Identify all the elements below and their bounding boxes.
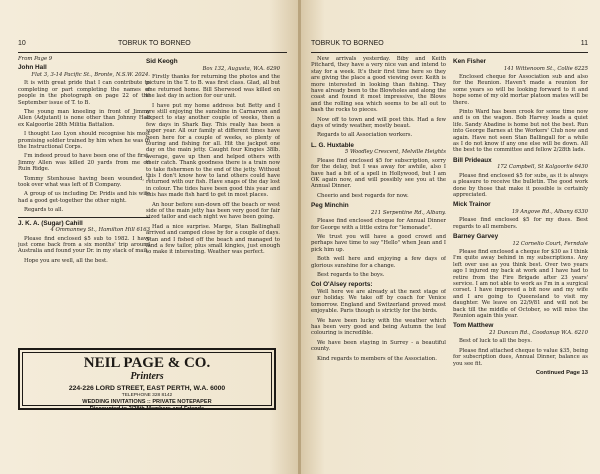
paragraph: I'm indeed proud to have been one of the first. Jimmy Allen was killed 20 yards from me on Ruin Ridge. [18, 153, 150, 173]
paragraph: Now off to town and will post this. Had a few days of windy weather, mostly beaut. [311, 116, 446, 130]
author-name: Barney Garvey [453, 233, 499, 241]
paragraph: Cheerio and best regards for now. [317, 192, 409, 199]
paragraph: Well here we are already at the next stage of our holiday. We take off by coach for Venice tomorrow. England and Switzerland proved most enjoyable. Paris though is strictly for the birds. [311, 288, 446, 315]
paragraph: Pinto Ward has been crook for some time now and is on the wagon. Bob Harvey leads a quiet life. Sandy Abadine is home but not the best. Run into George Barnes at the Workers' Club now and again. Have not seen Stan Ballingall for a while as I do not know if any one else will be down. All the best to the committee and fellow 2/28th lads. [453, 108, 588, 154]
author-name: Col O'Alsey reports: [311, 281, 373, 289]
author-address: 4 Ommanney St., Hamilton Hill 6163 [50, 227, 150, 234]
paragraph: It is with great pride that I can contribute to completing or part completing the names of people in the photograph on page 22 of the September issue of T. to B. [18, 80, 150, 106]
author-name: Ken Fisher [453, 58, 487, 65]
author-address: 5 Woodley Crescent, Melville Heights [344, 149, 446, 156]
author-address: 12 Cornelio Court, Ferndale [512, 240, 588, 247]
advertiser-discount: Discounted to 2/28th Members and Friends [89, 406, 205, 412]
author-address: 21 Duncan Rd., Coodanup W.A. 6210 [489, 329, 588, 336]
left-column-1 [18, 56, 150, 267]
author-address: 172 Campbell, St Kalgoorlie 6430 [497, 164, 588, 171]
paragraph: We trust you will have a good crowd and perhaps have time to say "Hello" when Jean and I pick him up. [311, 233, 446, 253]
author-address: 19 Angove Rd., Albany 6330 [511, 208, 588, 215]
paragraph: Firstly thanks for returning the photos and the picture in the T. to B. was first class. Glad, all but one returned home. Bill Sherwood was killed on the last day in action for our unit. [146, 73, 280, 100]
continued-note: Continued Page 13 [535, 369, 588, 376]
paragraph: Please find enclosed $5 for my dues. Best regards to all members. [453, 217, 588, 230]
right-column-2 [453, 56, 588, 468]
right-running-header [311, 40, 588, 53]
paragraph: Best of luck to all the boys. [459, 338, 532, 345]
advertisement-frame [22, 352, 272, 412]
paragraph: Please find enclosed $5 sub to 1982. I have just come back from a six months' trip around Australia and found your Dr. in my stack of mail. [18, 235, 150, 255]
advertiser-trade: Printers [130, 371, 164, 382]
author-address: 141 Wittenoom St., Collie 6225 [503, 65, 588, 72]
paragraph: A group of us including Dr. Pridis and his wife had a good get-together the other night. [18, 191, 150, 204]
continued-from: From Page 9 [18, 56, 150, 62]
left-page [0, 0, 299, 474]
paragraph: Please find enclosed $5 for subs, as it is always a pleasure to receive the bulletin. The good work done by those that make it possible is certainly appreciated. [453, 172, 588, 198]
paragraph: Enclosed cheque for Association sub and also for the Reunion. Haven't made a reunion for some years so will be looking forward to it and hope some of my old mortar platoon mates will be there. [453, 73, 588, 106]
author-name: John Hall [18, 64, 47, 72]
paragraph: Please find enclosed $5 for subscription, sorry for the delay, but I was away for awhile, also I have had a bit of a spell in Hollywood, but I am OK again now, and will possibly see you at the Annual Dinner. [311, 157, 446, 190]
advertiser-name: NEIL PAGE & CO. [83, 355, 211, 371]
paragraph: Regards to all. [24, 207, 64, 214]
author-name: Tom Matthew [453, 322, 494, 330]
printer-advertisement [18, 348, 276, 410]
paragraph: Best regards to the boys. [317, 271, 385, 278]
author-address: Flat 3, 3-14 Pacific St., Bronte, N.S.W. 2024. [31, 71, 150, 78]
paragraph: New arrivals yesterday. Biby and Keith Pitchard, they have a very nice van and intend to stay for a week. It's their first time here so they are giving the place a good viewing over. Keith is more interested in looking than fishing. They have already been to the Blowholes and along the coast and found it most impressive, the Blows and the rolling sea which seems to be all out to bash the rocks to pieces. [311, 56, 446, 114]
paragraph: Both well here and enjoying a few days of glorious sunshine for a change. [311, 256, 446, 269]
paragraph: Please find enclosed cheque for Annual Dinner for George with a little extra for "lemonade". [311, 218, 446, 231]
running-title: TOBRUK TO BORNEO [118, 40, 191, 47]
right-column-1 [311, 56, 446, 468]
advertiser-telephone: TELEPHONE 328 8142 [121, 393, 173, 398]
advertiser-address: 224-226 LORD STREET, EAST PERTH, W.A. 6000 [68, 385, 226, 392]
paragraph: The young man kneeling in front of Jimmy Allen (Adjutant) is none other than Johnny Hall ex Kalgoorlie 28th Militia Battalion. [18, 108, 150, 128]
running-title: TOBRUK TO BORNEO [311, 40, 384, 47]
paragraph: Had a nice surprise. Marge, Stan Ballinghall arrived and camped close by for a couple of days. Stan and I fished off the beach and managed to land a few tailor, plus small kingies, just enough to make it interesting. Weather was perfect. [146, 223, 280, 256]
paragraph: We have been staying in Surrey - a beautiful county. [311, 339, 446, 353]
author-name: Peg Minchin [311, 202, 349, 210]
author-name: Bill Prideaux [453, 156, 492, 164]
paragraph: Regards to all Association workers. [317, 132, 413, 139]
paragraph: An hour before sun-down off the beach or west side of the main jetty has been very good for fair sized tailor and each night we have been going. [146, 201, 280, 221]
author-name: L. G. Huxtable [311, 141, 354, 149]
author-name: J. K. A. (Sugar) Cahill [18, 219, 83, 227]
divider [18, 217, 150, 218]
advertiser-services: WEDDING INVITATIONS :: PRIVATE NOTEPAPER [82, 399, 212, 405]
author-address: Box 132, Augusta, W.A. 6290 [202, 65, 280, 72]
left-column-2 [146, 56, 280, 346]
paragraph: We have been lucky with the weather which has been very good and being Autumn the leaf colouring is incredible. [311, 317, 446, 337]
author-name: Mick Trainor [453, 201, 491, 209]
paragraph: Kind regards to members of the Association. [317, 355, 437, 362]
paragraph: Tommy Stenhouse having been wounded, I took over what was left of B Company. [18, 175, 150, 188]
paragraph: Please find enclosed a cheque for $30 as I think I'm quite away behind in my subscriptions. Any left over use as you think best. Over two years ago I injured my back at work and I have had to retire from the Fire Brigade after 23 years' service. I am not able to work as I'm in a surgical corset. I have improved a bit now and my wife and I are going to Queensland to visit my daughter. We leave on 22/9/81 and will not be back till the middle of October, so will miss the Reunion again this year. [453, 248, 588, 319]
paragraph: I thought Leo Lyon should recognise his most promising soldier trained by him when he was in the Instructional Corps. [18, 131, 150, 150]
paragraph: Please find attached cheque to value $35, being for subscription dues, Annual Dinner, balance as you see fit. [453, 347, 588, 367]
paragraph: Hope you are well, all the best. [24, 257, 108, 264]
right-page [301, 0, 600, 474]
author-address: 211 Serpentine Rd., Albany. [371, 209, 446, 216]
left-running-header [18, 40, 287, 53]
author-name: Sid Keogh [146, 58, 178, 65]
page-number: 10 [18, 40, 26, 47]
page-number: 11 [580, 40, 588, 47]
paragraph: I have put my home address but Betty and I are still enjoying the sunshine in Carnarvon and expect to stay another couple of weeks, then a few days in Shark Bay. This really has been a super year. All our family at different times have been here for a couple of weeks, so plenty of touring and fishing for all. Hit the jackpot one day on the main jetty. Caught four Kingies 38lb. average, gave up then and helped others with their catch. Thank goodness there is a train now to take fishermen to the end of the jetty. Without this I don't know how to land others could have returned with our fish. Have snaps of the day lost in colour. The tides have been good this year and this has made fish hard to get in most places. [146, 102, 280, 199]
